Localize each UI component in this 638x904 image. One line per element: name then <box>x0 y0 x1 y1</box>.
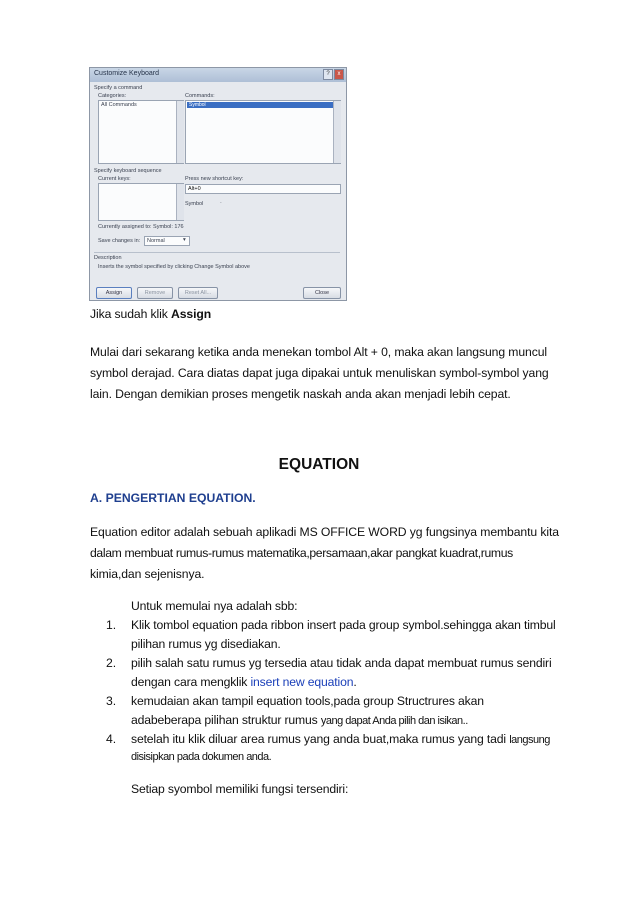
current-keys-list[interactable] <box>98 183 184 221</box>
cursor-dot: · <box>220 200 222 206</box>
insert-new-equation-link[interactable]: insert new equation <box>250 675 354 689</box>
list-item-3-text: adabeberapa pilihan struktur rumus <box>131 713 321 727</box>
list-item-4-line2: disisipkan pada dokumen anda. <box>131 751 272 763</box>
list-number: 2. <box>106 656 117 670</box>
description-label: Description <box>94 255 122 261</box>
list-item-2-text: dengan cara mengklik <box>131 675 251 689</box>
current-keys-scrollbar[interactable] <box>176 184 184 220</box>
dialog-title-bar <box>90 68 346 82</box>
shortcut-value: Alt+0 <box>188 186 201 192</box>
save-changes-value: Normal <box>147 238 165 244</box>
current-keys-label: Current keys: <box>98 176 131 182</box>
dialog-title: Customize Keyboard <box>94 70 159 77</box>
close-icon[interactable]: x <box>334 69 344 80</box>
specify-sequence-label: Specify keyboard sequence <box>94 168 162 174</box>
list-item-4-text: setelah itu klik diluar area rumus yang anda buat,maka rumus yang tadi <box>131 732 510 746</box>
assign-button[interactable]: Assign <box>96 287 132 299</box>
divider <box>94 252 340 253</box>
commands-item-symbol[interactable]: Symbol <box>187 102 333 108</box>
save-changes-select[interactable] <box>144 236 190 246</box>
currently-assigned-text: Currently assigned to: Symbol: 176 <box>98 224 184 230</box>
para2-line3: kimia,dan sejenisnya. <box>90 567 205 581</box>
list-item-2-period: . <box>353 675 357 689</box>
closing-line: Setiap syombol memiliki fungsi tersendiri: <box>131 782 349 796</box>
list-item-1-line2: pilihan rumus yg disediakan. <box>131 637 281 651</box>
list-number: 1. <box>106 618 117 632</box>
close-button[interactable]: Close <box>303 287 341 299</box>
para1-line3: lain. Dengan demikian proses mengetik naskah anda akan menjadi lebih cepat. <box>90 387 511 401</box>
categories-scrollbar[interactable] <box>176 101 184 163</box>
page-heading: EQUATION <box>278 456 360 473</box>
list-item-4-condensed: langsung <box>509 734 550 746</box>
intro-line: Untuk memulai nya adalah sbb: <box>131 599 298 613</box>
reset-all-button[interactable]: Reset All... <box>178 287 218 299</box>
list-item-3-line1: kemudaian akan tampil equation tools,pada group Structrures akan <box>131 694 484 708</box>
description-text: Inserts the symbol specified by clicking Change Symbol above <box>98 264 250 270</box>
chevron-down-icon[interactable]: ▾ <box>183 237 186 243</box>
caption-prefix: Jika sudah klik <box>90 307 172 321</box>
para2-line1: Equation editor adalah sebuah aplikadi MS OFFICE WORD yg fungsinya membantu kita <box>90 525 559 539</box>
customize-keyboard-dialog <box>89 67 347 301</box>
caption <box>90 304 211 325</box>
list-item-3-line2 <box>131 713 468 727</box>
commands-scrollbar[interactable] <box>333 101 341 163</box>
para1-line1: Mulai dari sekarang ketika anda menekan tombol Alt + 0, maka akan langsung muncul <box>90 345 547 359</box>
categories-item-all[interactable]: All Commands <box>101 102 137 108</box>
commands-label: Commands: <box>185 93 215 99</box>
symbol-label: Symbol <box>185 201 204 207</box>
specify-command-label: Specify a command <box>94 85 143 91</box>
commands-list[interactable] <box>185 100 341 164</box>
categories-label: Categories: <box>98 93 127 99</box>
save-changes-label: Save changes in: <box>98 238 141 244</box>
para2-line2: dalam membuat rumus-rumus matematika,persamaan,akar pangkat kuadrat,rumus <box>90 546 513 560</box>
list-item-2-line2 <box>131 675 357 689</box>
caption-bold: Assign <box>171 307 212 321</box>
press-shortcut-label: Press new shortcut key: <box>185 176 244 182</box>
section-heading: A. PENGERTIAN EQUATION. <box>90 491 256 505</box>
remove-button[interactable]: Remove <box>137 287 173 299</box>
para1-line2: symbol derajad. Cara diatas dapat juga dipakai untuk menuliskan symbol-symbol yang <box>90 366 549 380</box>
shortcut-input[interactable] <box>185 184 341 194</box>
help-icon[interactable]: ? <box>323 69 333 80</box>
list-item-1-line1: Klik tombol equation pada ribbon insert pada group symbol.sehingga akan timbul <box>131 618 556 632</box>
list-number: 4. <box>106 732 117 746</box>
list-item-4-line1 <box>131 732 550 746</box>
list-number: 3. <box>106 694 117 708</box>
categories-list[interactable] <box>98 100 184 164</box>
list-item-2-line1: pilih salah satu rumus yg tersedia atau tidak anda dapat membuat rumus sendiri <box>131 656 552 670</box>
list-item-3-condensed: yang dapat Anda pilih dan isikan.. <box>320 715 468 727</box>
